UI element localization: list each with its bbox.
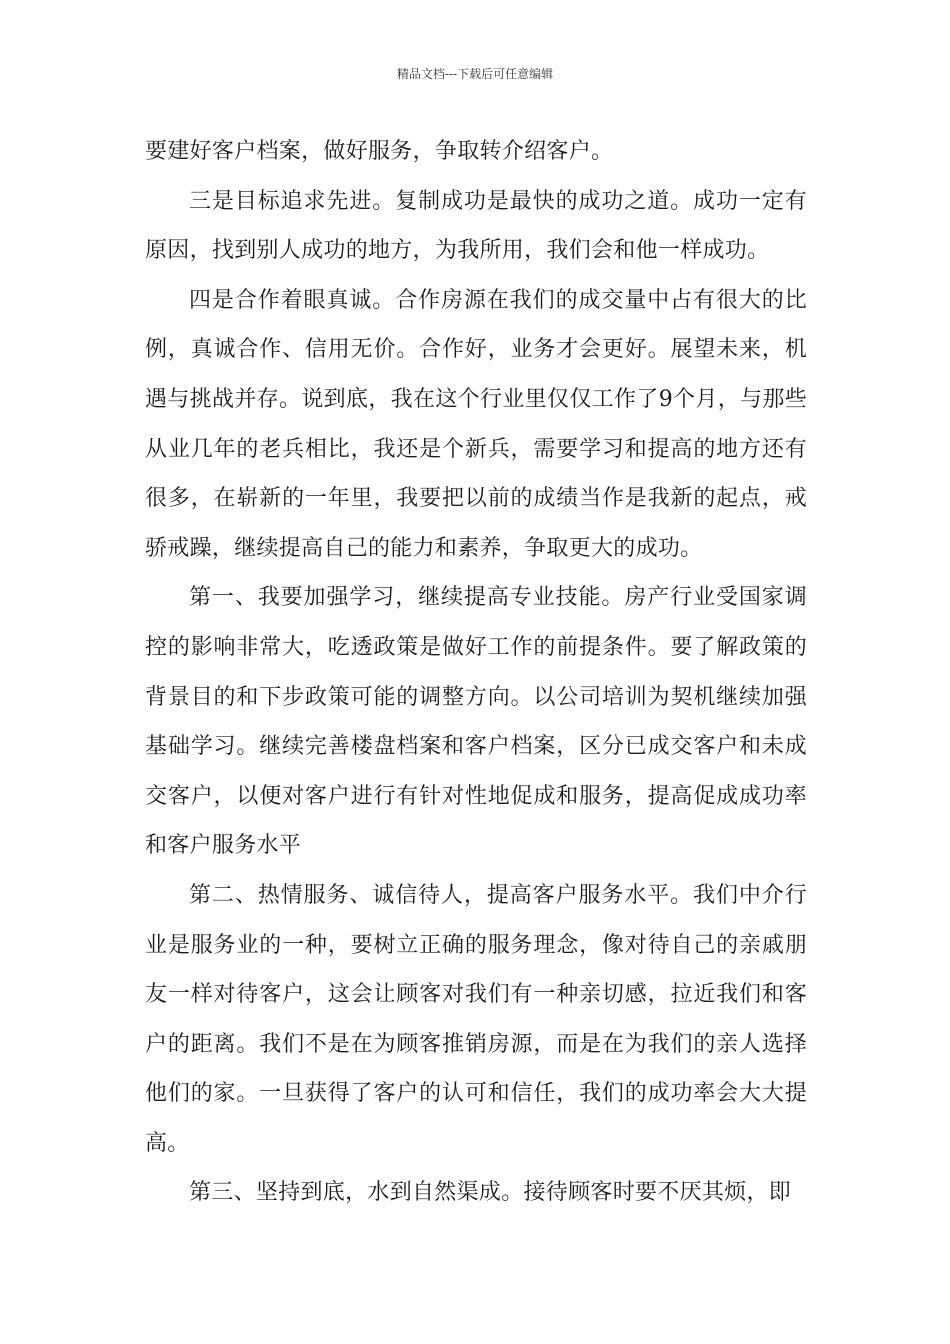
document-body bbox=[145, 127, 807, 1218]
page-header: 精品文档---下载后可任意编辑 bbox=[396, 67, 554, 81]
paragraph-goal-pursuit: 三是目标追求先进。复制成功是最快的成功之道。成功一定有原因，找到别人成功的地方，为我所用，我们会和他一样成功。 bbox=[145, 188, 807, 264]
paragraph-continuation: 要建好客户档案，做好服务，争取转介绍客户。 bbox=[145, 139, 614, 164]
paragraph-second-point: 第二、热情服务、诚信待人，提高客户服务水平。我们中介行业是服务业的一种，要树立正确的服务理念，像对待自己的亲戚朋友一样对待客户，这会让顾客对我们有一种亲切感，拉近我们和客户的距离。我们不是在为顾客推销房源，而是在为我们的亲人选择他们的家。一旦获得了客户的认可和信任，我们的成功率会大大提高。 bbox=[145, 882, 807, 1156]
paragraph-third-point: 第三、坚持到底，水到自然渠成。接待顾客时要不厌其烦，即 bbox=[189, 1180, 792, 1206]
paragraph-cooperation: 四是合作着眼真诚。合作房源在我们的成交量中占有很大的比例，真诚合作、信用无价。合作好，业务才会更好。展望未来，机遇与挑战并存。说到底，我在这个行业里仅仅工作了9个月，与那些从业几年的老兵相比，我还是个新兵，需要学习和提高的地方还有很多，在崭新的一年里，我要把以前的成绩当作是我新的起点，戒骄戒躁，继续提高自己的能力和素养，争取更大的成功。 bbox=[145, 287, 807, 561]
paragraph-first-point: 第一、我要加强学习，继续提高专业技能。房产行业受国家调控的影响非常大，吃透政策是做好工作的前提条件。要了解政策的背景目的和下步政策可能的调整方向。以公司培训为契机继续加强基础学习。继续完善楼盘档案和客户档案，区分已成交客户和未成交客户，以便对客户进行有针对性地促成和服务，提高促成成功率和客户服务水平 bbox=[145, 585, 807, 859]
